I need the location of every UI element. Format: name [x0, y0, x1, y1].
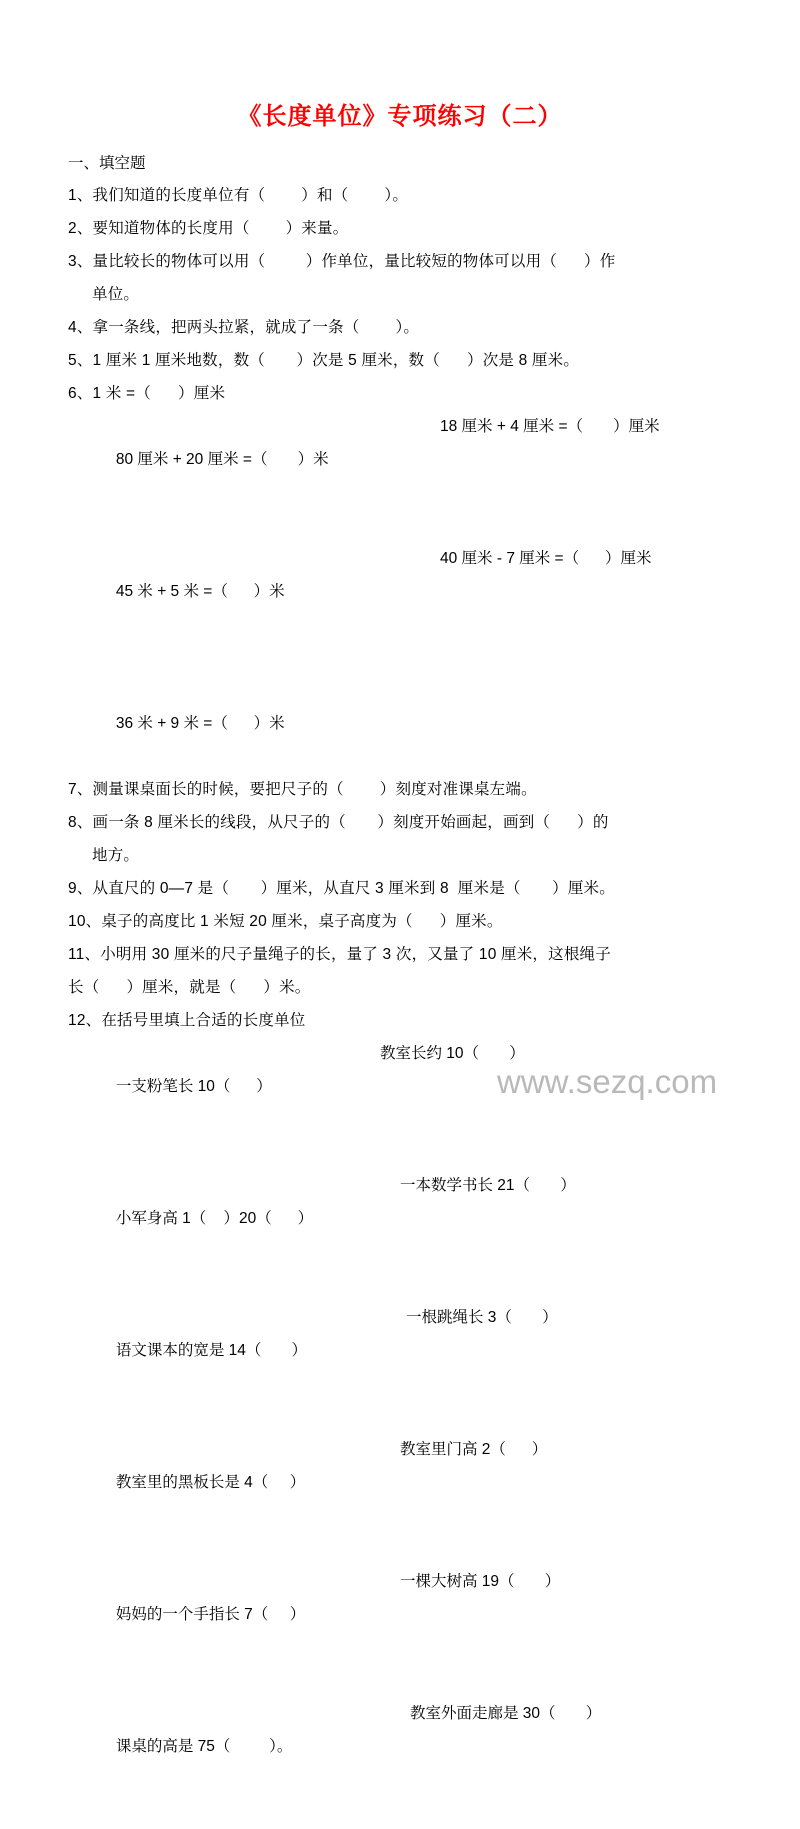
question-6-row-3 [68, 674, 748, 773]
question-12-row-4 [68, 1433, 748, 1565]
question-10: 10、桌子的高度比 1 米短 20 厘米，桌子高度为（ ）厘米。 [68, 913, 503, 930]
question-6-row-2 [68, 542, 748, 674]
question-5: 5、1 厘米 1 厘米地数，数（ ）次是 5 厘米，数（ ）次是 8 厘米。 [68, 352, 580, 369]
question-11-continued: 长（ ）厘米，就是（ ）米。 [68, 979, 311, 996]
question-12-row-3 [68, 1301, 748, 1433]
question-8: 8、画一条 8 厘米长的线段，从尺子的（ ）刻度开始画起，画到（ ）的 [68, 814, 609, 831]
question-9: 9、从直尺的 0—7 是（ ）厘米，从直尺 3 厘米到 8 厘米是（ ）厘米。 [68, 880, 615, 897]
question-6-row-2-right: 40 厘米 - 7 厘米 =（ ）厘米 [440, 550, 652, 567]
question-11: 11、小明用 30 厘米的尺子量绳子的长，量了 3 次，又量了 10 厘米，这根绳子 [68, 946, 611, 963]
question-12-row-5-left: 妈妈的一个手指长 7（ ） [115, 1606, 306, 1623]
question-12-row-1-left: 一支粉笔长 10（ ） [115, 1078, 272, 1095]
question-12-row-6-right: 教室外面走廊是 30（ ） [410, 1705, 602, 1722]
question-12-row-1-right: 教室长约 10（ ） [380, 1045, 525, 1062]
question-12-row-2 [68, 1169, 748, 1301]
question-6-row-1 [68, 410, 748, 542]
question-12-row-4-left: 教室里的黑板长是 4（ ） [115, 1474, 306, 1491]
question-6: 6、1 米 =（ ）厘米 [68, 385, 226, 402]
question-6-row-3-left: 36 米 + 9 米 =（ ）米 [115, 715, 285, 732]
question-12-row-6-left: 课桌的高是 75（ ）。 [115, 1738, 293, 1755]
question-12-row-4-right: 教室里门高 2（ ） [400, 1441, 548, 1458]
question-6-row-1-right: 18 厘米 + 4 厘米 =（ ）厘米 [440, 418, 660, 435]
question-12-row-5-right: 一棵大树高 19（ ） [400, 1573, 561, 1590]
question-3-continued: 单位。 [92, 286, 140, 303]
question-12-row-6 [68, 1697, 748, 1829]
question-8-continued: 地方。 [92, 847, 140, 864]
question-12-row-5 [68, 1565, 748, 1697]
question-4: 4、拿一条线，把两头拉紧，就成了一条（ ）。 [68, 319, 420, 336]
page-title: 《长度单位》专项练习（二） [237, 103, 563, 130]
question-12-row-2-left: 小军身高 1（ ）20（ ） [115, 1210, 314, 1227]
question-7: 7、测量课桌面长的时候，要把尺子的（ ）刻度对准课桌左端。 [68, 781, 537, 798]
question-6-row-2-left: 45 米 + 5 米 =（ ）米 [115, 583, 285, 600]
question-12-row-3-left: 语文课本的宽是 14（ ） [115, 1342, 308, 1359]
question-12-row-2-right: 一本数学书长 21（ ） [400, 1177, 576, 1194]
section-heading-fill-in-blank: 一、填空题 [68, 155, 146, 172]
question-12: 12、在括号里填上合适的长度单位 [68, 1012, 306, 1029]
question-6-row-1-left: 80 厘米 + 20 厘米 =（ ）米 [115, 451, 329, 468]
worksheet-body [68, 148, 748, 1829]
question-2: 2、要知道物体的长度用（ ）来量。 [68, 220, 349, 237]
question-12-row-1 [68, 1037, 748, 1169]
site-watermark: www.sezq.com [497, 1063, 718, 1100]
question-12-row-3-right: 一根跳绳长 3（ ） [406, 1309, 558, 1326]
question-1: 1、我们知道的长度单位有（ ）和（ ）。 [68, 187, 409, 204]
question-3: 3、量比较长的物体可以用（ ）作单位，量比较短的物体可以用（ ）作 [68, 253, 616, 270]
